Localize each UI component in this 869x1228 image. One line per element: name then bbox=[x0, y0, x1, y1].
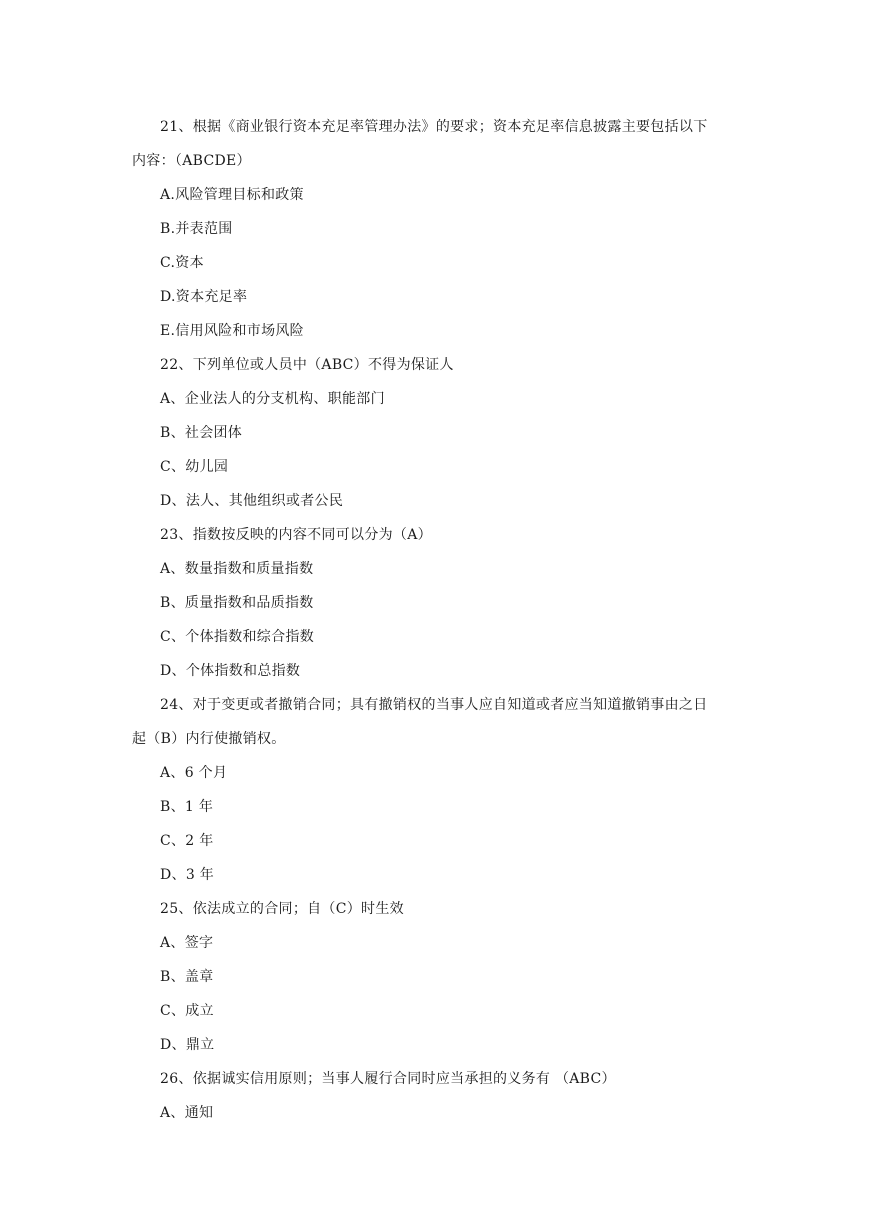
answer-option: D.资本充足率 bbox=[160, 289, 248, 305]
question-block bbox=[132, 892, 744, 926]
question-text: 22、下列单位或人员中（ABC）不得为保证人 bbox=[160, 357, 454, 373]
answer-option: C、2 年 bbox=[160, 833, 214, 849]
question-block bbox=[132, 1062, 744, 1096]
answer-option: D、鼎立 bbox=[160, 1037, 215, 1053]
answer-option: A、企业法人的分支机构、职能部门 bbox=[160, 391, 385, 407]
question-block bbox=[132, 688, 744, 756]
question-block bbox=[132, 110, 744, 178]
answer-option: A、数量指数和质量指数 bbox=[160, 561, 314, 577]
answer-option: B、质量指数和品质指数 bbox=[160, 595, 314, 611]
answer-option: E.信用风险和市场风险 bbox=[160, 323, 304, 339]
question-block bbox=[132, 518, 744, 552]
answer-option: B.并表范围 bbox=[160, 221, 233, 237]
answer-option: B、1 年 bbox=[160, 799, 214, 815]
answer-option: A.风险管理目标和政策 bbox=[160, 187, 304, 203]
question-text-continued: 内容：（ABCDE） bbox=[132, 153, 251, 169]
answer-option: D、3 年 bbox=[160, 867, 215, 883]
answer-option: C、个体指数和综合指数 bbox=[160, 629, 315, 645]
answer-option: C、成立 bbox=[160, 1003, 214, 1019]
answer-option: A、6 个月 bbox=[160, 765, 228, 781]
question-text: 26、依据诚实信用原则；当事人履行合同时应当承担的义务有 （ABC） bbox=[160, 1071, 616, 1087]
question-text-continued: 起（B）内行使撤销权。 bbox=[132, 731, 286, 747]
answer-option: B、盖章 bbox=[160, 969, 214, 985]
answer-option: D、法人、其他组织或者公民 bbox=[160, 493, 344, 509]
question-block bbox=[132, 348, 744, 382]
answer-option: A、通知 bbox=[160, 1105, 214, 1121]
answer-option: D、个体指数和总指数 bbox=[160, 663, 301, 679]
answer-option: B、社会团体 bbox=[160, 425, 243, 441]
document-content bbox=[132, 110, 744, 1130]
answer-option: C.资本 bbox=[160, 255, 204, 271]
answer-option: A、签字 bbox=[160, 935, 214, 951]
question-text: 24、对于变更或者撤销合同；具有撤销权的当事人应自知道或者应当知道撤销事由之日 bbox=[160, 697, 708, 713]
question-text: 25、依法成立的合同；自（C）时生效 bbox=[160, 901, 404, 917]
answer-option: C、幼儿园 bbox=[160, 459, 229, 475]
question-text: 23、指数按反映的内容不同可以分为（A） bbox=[160, 527, 432, 543]
question-text: 21、根据《商业银行资本充足率管理办法》的要求；资本充足率信息披露主要包括以下 bbox=[160, 119, 708, 135]
